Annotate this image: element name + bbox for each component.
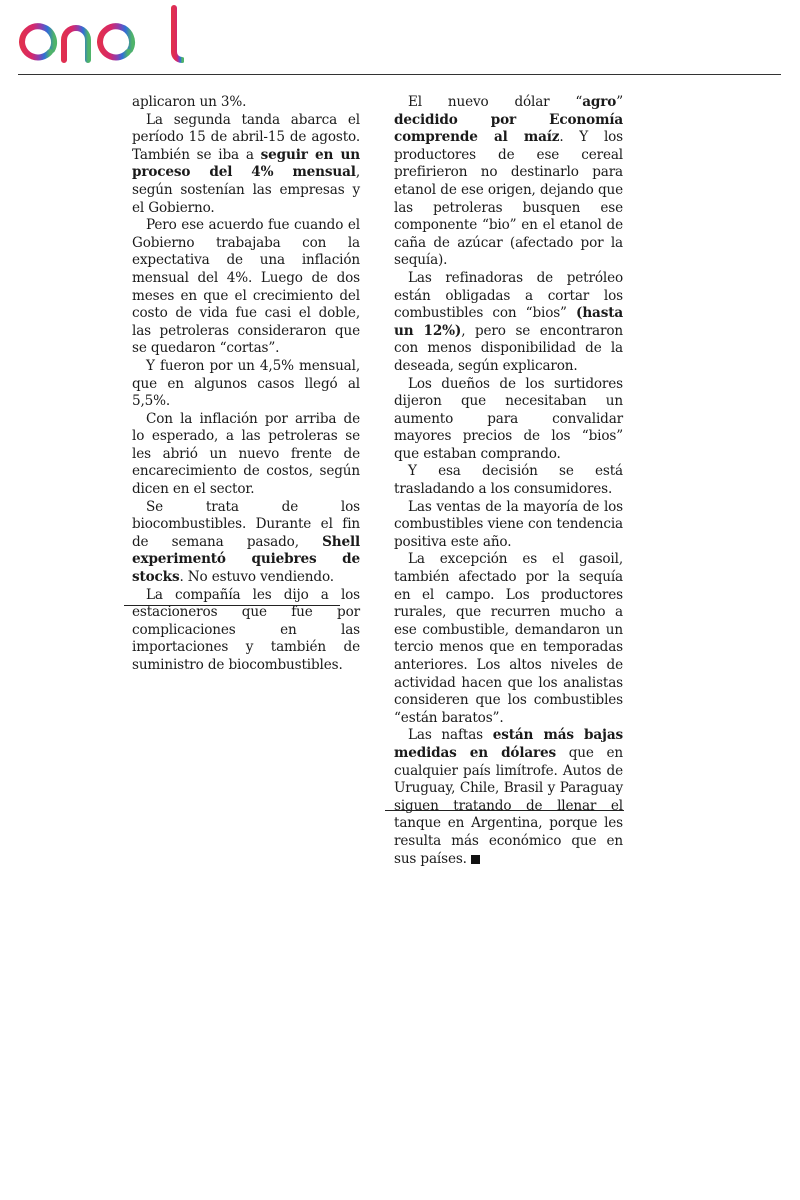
paragraph-text: La excepción es el gasoil, también afectado por la sequía en el campo. Los productores rurales, que recurren mucho a ese combustible, demandaron un tercio menos que en temporadas anteriores. Los altos niveles de actividad hacen que los analistas consideren que los combustibles “están baratos”.	[394, 551, 623, 726]
paragraph-text: , según sostenían las empresas y el Gobierno.	[132, 164, 360, 216]
bold-text: decidido por Economía comprende al maíz	[394, 111, 623, 146]
paragraph-text: Con la inflación por arriba de lo esperado, a las petroleras se les abrió un nuevo frente de encarecimiento de costos, según dicen en el sector.	[132, 410, 360, 498]
paragraph-text: Pero ese acuerdo fue cuando el Gobierno trabajaba con la expectativa de una inflación mensual del 4%. Luego de dos meses en que el crecimiento del costo de vida fue casi el doble, las petroleras consideraron que se quedaron “cortas”.	[132, 217, 360, 357]
paragraph-text: aplicaron un 3%.	[132, 94, 247, 110]
article-paragraph	[394, 270, 623, 376]
article-column-right	[394, 94, 623, 868]
article-paragraph	[394, 94, 623, 270]
article-column-left	[132, 94, 360, 675]
paragraph-text: El nuevo dólar “	[408, 94, 583, 110]
bold-text: agro	[582, 94, 617, 110]
paragraph-text: Las refinadoras de petróleo están obligadas a cortar los combustibles con “bios”	[394, 269, 623, 322]
paragraph-text: que en cualquier país limítrofe. Autos de Uruguay, Chile, Brasil y Paraguay siguen tratando de llenar el tanque en Argentina, porque les resulta más económico que en sus países.	[394, 744, 623, 867]
paragraph-text: . Y los productores de ese cereal prefirieron no destinarlo para etanol de ese origen, dejando que las petroleras busquen ese componente “bio” en el etanol de caña de azúcar (afectado por la sequía).	[394, 129, 623, 269]
article-paragraph	[394, 376, 623, 464]
article-paragraph	[132, 112, 360, 218]
paragraph-text: . No estuvo vendiendo.	[179, 569, 334, 586]
article-paragraph	[132, 94, 360, 112]
paragraph-text: Los dueños de los surtidores dijeron que necesitaban un aumento para convalidar mayores precios de los “bios” que estaban comprando.	[394, 375, 623, 462]
end-of-article-mark	[471, 855, 480, 864]
paragraph-text: Las ventas de la mayoría de los combustibles viene con tendencia positiva este año.	[394, 498, 623, 550]
paragraph-text: La segunda tanda abarca el período 15 de abril-15 de agosto. También se iba a	[132, 111, 360, 163]
article-paragraph	[132, 499, 360, 587]
paragraph-text: Y esa decisión se está trasladando a los consumidores.	[394, 463, 623, 498]
paragraph-text: Las naftas	[408, 727, 493, 744]
paragraph-text: La compañía les dijo a los estacioneros que fue por complicaciones en las importaciones y también de suministro de biocombustibles.	[132, 586, 360, 673]
article-paragraph	[132, 587, 360, 675]
enel-logo	[14, 2, 184, 70]
article-paragraph	[394, 727, 623, 868]
column-end-rule-right	[385, 810, 624, 811]
paragraph-text: , pero se encontraron con menos disponibilidad de la deseada, según explicaron.	[394, 322, 623, 374]
paragraph-text: Y fueron por un 4,5% mensual, que en algunos casos llegó al 5,5%.	[132, 357, 360, 410]
bold-text: (hasta un 12%)	[394, 305, 623, 339]
header-divider	[18, 74, 781, 75]
article-paragraph	[132, 358, 360, 411]
article-paragraph	[394, 499, 623, 552]
article-paragraph	[132, 217, 360, 358]
article-paragraph	[394, 463, 623, 498]
bold-text: seguir en un proceso del 4% mensual	[132, 146, 361, 181]
paragraph-text: Se trata de los biocombustibles. Durante el fin de semana pasado,	[132, 498, 360, 550]
bold-text: Shell experimentó quiebres de stocks	[132, 533, 360, 586]
article-paragraph	[132, 411, 360, 499]
bold-text: están más bajas medidas en dólares	[394, 727, 623, 761]
article-paragraph	[394, 551, 623, 727]
column-end-rule-left	[124, 605, 340, 606]
paragraph-text: ”	[616, 94, 623, 110]
